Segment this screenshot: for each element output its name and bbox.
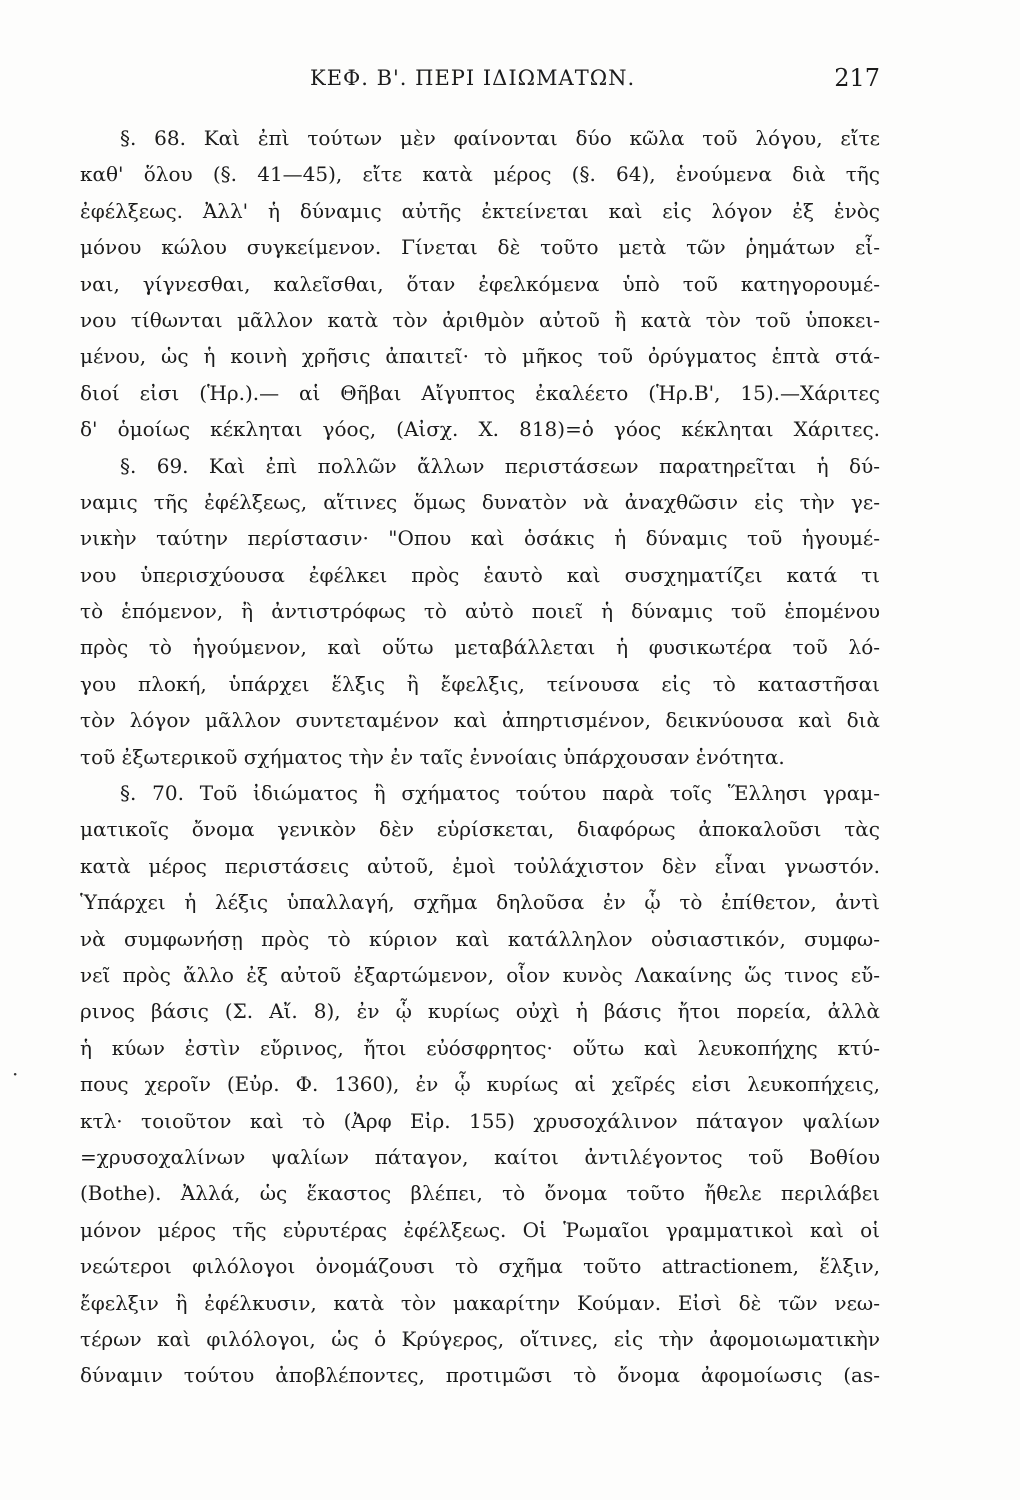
text-line: §. 69. Καὶ ἐπὶ πολλῶν ἄλλων περιστάσεων παρατηρεῖται ἡ δύ- — [120, 453, 880, 478]
text-line: καθ' ὅλου (§. 41—45), εἴτε κατὰ μέρος (§. 64), ἑνούμενα διὰ τῆς — [80, 162, 880, 187]
text-line: πους χεροῖν (Εὐρ. Φ. 1360), ἐν ᾧ κυρίως αἱ χεῖρές εἰσι λευκοπήχεις, — [80, 1072, 880, 1097]
text-line: Ὑπάρχει ἡ λέξις ὑπαλλαγή, σχῆμα δηλοῦσα ἐν ᾧ τὸ ἐπίθετον, ἀντὶ — [80, 890, 880, 915]
text-line: διοί εἰσι (Ἡρ.).— αἱ Θῆβαι Αἴγυπτος ἐκαλέετο (Ἡρ.Β', 15).—Χάριτες — [80, 380, 880, 405]
text-line: κτλ· τοιοῦτον καὶ τὸ (Ἀρφ Εἰρ. 155) χρυσοχάλινον πάταγον ψαλίων — [80, 1108, 880, 1133]
text-line: (Bothe). Ἀλλά, ὡς ἕκαστος βλέπει, τὸ ὄνομα τοῦτο ἤθελε περιλάβει — [80, 1181, 880, 1206]
text-line: μόνον μέρος τῆς εὐρυτέρας ἐφέλξεως. Οἱ Ῥωμαῖοι γραμματικοὶ καὶ οἱ — [80, 1217, 880, 1242]
margin-mark: · — [12, 1062, 19, 1086]
text-line: ἔφελξιν ἢ ἐφέλκυσιν, κατὰ τὸν μακαρίτην Κούμαν. Εἰσὶ δὲ τῶν νεω- — [80, 1290, 880, 1315]
text-line: τὸν λόγον μᾶλλον συντεταμένον καὶ ἀπηρτισμένον, δεικνύουσα καὶ διὰ — [80, 708, 880, 733]
running-title: ΚΕΦ. Β'. ΠΕΡΙ ΙΔΙΩΜΑΤΩΝ. — [310, 66, 636, 90]
text-line: §. 70. Τοῦ ἰδιώματος ἢ σχήματος τούτου παρὰ τοῖς Ἕλλησι γραμ- — [120, 781, 880, 806]
text-line: ἡ κύων ἐστὶν εὔρινος, ἤτοι εὐόσφρητος· οὕτω καὶ λευκοπήχης κτύ- — [80, 1035, 880, 1060]
text-line: ρινος βάσις (Σ. Αἴ. 8), ἐν ᾧ κυρίως οὐχὶ ἡ βάσις ἤτοι πορεία, ἀλλὰ — [80, 999, 880, 1024]
text-line: τέρων καὶ φιλόλογοι, ὡς ὁ Κρύγερος, οἵτινες, εἰς τὴν ἀφομοιωματικὴν — [80, 1326, 880, 1351]
page-number: 217 — [834, 64, 880, 92]
text-line: νου ὑπερισχύουσα ἐφέλκει πρὸς ἑαυτὸ καὶ συσχηματίζει κατά τι — [80, 562, 880, 587]
text-line: ναι, γίγνεσθαι, καλεῖσθαι, ὅταν ἐφελκόμενα ὑπὸ τοῦ κατηγορουμέ- — [80, 271, 880, 296]
text-line: τὸ ἑπόμενον, ἢ ἀντιστρόφως τὸ αὐτὸ ποιεῖ ἡ δύναμις τοῦ ἑπομένου — [80, 599, 880, 624]
text-line: μένου, ὡς ἡ κοινὴ χρῆσις ἀπαιτεῖ· τὸ μῆκος τοῦ ὀρύγματος ἑπτὰ στά- — [80, 344, 880, 369]
body-text — [80, 120, 880, 1394]
text-line: μόνου κώλου συγκείμενον. Γίνεται δὲ τοῦτο μετὰ τῶν ῥημάτων εἶ- — [80, 235, 880, 260]
text-line: νικὴν ταύτην περίστασιν· "Οπου καὶ ὁσάκις ἡ δύναμις τοῦ ἡγουμέ- — [80, 526, 880, 551]
text-line: δύναμιν τούτου ἀποβλέποντες, προτιμῶσι τὸ ὄνομα ἀφομοίωσις (as- — [80, 1363, 880, 1388]
text-line: κατὰ μέρος περιστάσεις αὐτοῦ, ἐμοὶ τοὐλάχιστον δὲν εἶναι γνωστόν. — [80, 853, 880, 878]
text-line: νεῖ πρὸς ἄλλο ἐξ αὐτοῦ ἐξαρτώμενον, οἷον κυνὸς Λακαίνης ὥς τινος εὔ- — [80, 962, 880, 987]
text-line: νεώτεροι φιλόλογοι ὀνομάζουσι τὸ σχῆμα τοῦτο attractionem, ἕλξιν, — [80, 1254, 880, 1279]
text-line: νου τίθωνται μᾶλλον κατὰ τὸν ἀριθμὸν αὐτοῦ ἢ κατὰ τὸν τοῦ ὑποκει- — [80, 307, 880, 332]
text-line: ἐφέλξεως. Ἀλλ' ἡ δύναμις αὐτῆς ἐκτείνεται καὶ εἰς λόγον ἐξ ἑνὸς — [80, 198, 880, 223]
text-line: τοῦ ἐξωτερικοῦ σχήματος τὴν ἐν ταῖς ἐννοίαις ὑπάρχουσαν ἑνότητα. — [80, 744, 785, 769]
text-line: ναμις τῆς ἐφέλξεως, αἵτινες ὅμως δυνατὸν νὰ ἀναχθῶσιν εἰς τὴν γε- — [80, 489, 880, 514]
text-line: νὰ συμφωνήσῃ πρὸς τὸ κύριον καὶ κατάλληλον οὐσιαστικόν, συμφω- — [80, 926, 880, 951]
text-line: γου πλοκή, ὑπάρχει ἕλξις ἢ ἔφελξις, τείνουσα εἰς τὸ καταστῆσαι — [80, 671, 880, 696]
page-header — [80, 66, 880, 106]
text-line: ματικοῖς ὄνομα γενικὸν δὲν εὑρίσκεται, διαφόρως ἀποκαλοῦσι τὰς — [80, 817, 880, 842]
text-line: πρὸς τὸ ἡγούμενον, καὶ οὕτω μεταβάλλεται ἡ φυσικωτέρα τοῦ λό- — [80, 635, 880, 660]
text-line: =χρυσοχαλίνων ψαλίων πάταγον, καίτοι ἀντιλέγοντος τοῦ Βοθίου — [80, 1144, 880, 1169]
text-line: §. 68. Καὶ ἐπὶ τούτων μὲν φαίνονται δύο κῶλα τοῦ λόγου, εἴτε — [120, 126, 880, 150]
text-line: δ' ὁμοίως κέκληται γόος, (Αἰσχ. Χ. 818)=ὁ γόος κέκληται Χάριτες. — [80, 417, 880, 442]
